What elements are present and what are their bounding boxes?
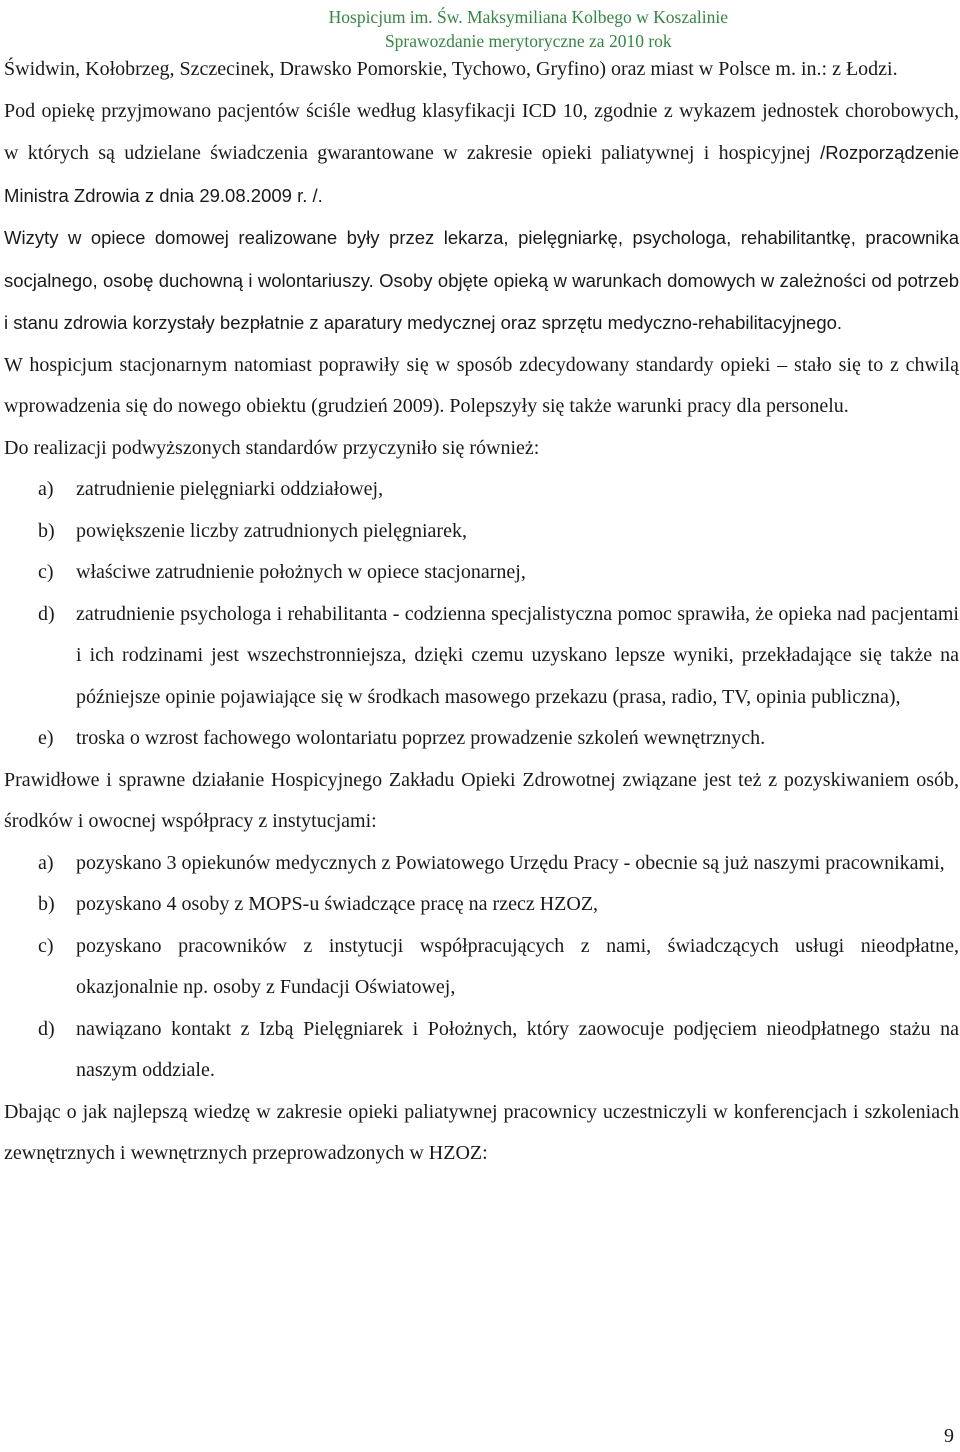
list-marker: d) — [38, 1017, 55, 1040]
paragraph-home-visits — [4, 217, 959, 345]
list-item-text: pozyskano pracowników z instytucji współpracujących z nami, świadczących usługi nieodpłatne, okazjonalnie np. osoby z Fundacji Oświatowej, — [76, 934, 959, 998]
standards-list-item — [4, 552, 959, 594]
standards-list-item — [4, 594, 959, 719]
page-header — [329, 5, 728, 53]
list-item-text: powiększenie liczby zatrudnionych pielęgniarek, — [76, 519, 467, 542]
list-item-text: właściwe zatrudnienie położnych w opiece stacjonarnej, — [76, 561, 526, 583]
paragraph-standards-intro: Do realizacji podwyższonych standardów przyczyniło się również: — [4, 436, 540, 459]
document-body — [4, 49, 959, 1175]
standards-list — [4, 469, 959, 760]
cooperation-list-item — [4, 884, 959, 926]
paragraph-stationary: W hospicjum stacjonarnym natomiast poprawiły się w sposób zdecydowany standardy opieki – stało się to z chwilą wprowadzenia się do nowego obiektu (grudzień 2009). Polepszyły się także warunki pracy dla personelu. — [4, 353, 959, 417]
standards-list-item — [4, 511, 959, 553]
paragraph-icd — [4, 91, 959, 218]
list-marker: c) — [38, 561, 54, 583]
list-marker: a) — [38, 851, 54, 874]
list-marker: e) — [38, 727, 54, 749]
paragraph-icd-text: Pod opiekę przyjmowano pacjentów ściśle według klasyfikacji ICD 10, zgodnie z wykazem jednostek chorobowych, w których są udzielane świadczenia gwarantowane w zakresie opieki paliatywnej i hospicyjnej — [4, 99, 959, 164]
list-marker: b) — [38, 893, 55, 915]
list-marker: a) — [38, 478, 54, 500]
standards-list-item — [4, 469, 959, 511]
header-institution: Hospicjum im. Św. Maksymiliana Kolbego w Koszalinie — [328, 7, 728, 27]
paragraph-home-visits-staff: Wizyty w opiece domowej realizowane były przez lekarza, pielęgniarkę, psychologa, rehabilitantkę, pracownika socjalnego, osobę duchowną i wolontariuszy. — [4, 227, 959, 291]
page-number: 9 — [944, 1425, 954, 1447]
paragraph-icd-regulation: /Rozporządzenie Ministra Zdrowia z dnia 29.08.2009 r. /. — [4, 142, 959, 206]
list-marker: d) — [38, 602, 55, 625]
list-item-text: pozyskano 4 osoby z MOPS-u świadczące pracę na rzecz HZOZ, — [76, 893, 599, 915]
cooperation-list — [4, 843, 959, 1092]
list-item-text: troska o wzrost fachowego wolontariatu poprzez prowadzenie szkoleń wewnętrznych. — [76, 727, 766, 749]
list-item-text: nawiązano kontakt z Izbą Pielęgniarek i Położnych, który zaowocuje podjęciem nieodpłatnego stażu na naszym oddziale. — [76, 1017, 959, 1081]
cooperation-list-item — [4, 843, 959, 885]
list-item-text: zatrudnienie psychologa i rehabilitanta - codzienna specjalistyczna pomoc sprawiła, że opieka nad pacjentami i ich rodzinami jest wszechstronniejsza, dzięki czemu uzyskano lepsze wyniki, przekładające się także na późniejsze opinie pojawiające się w środkach masowego przekazu (prasa, radio, TV, opinia publiczna), — [76, 602, 959, 708]
paragraph-cities: Świdwin, Kołobrzeg, Szczecinek, Drawsko Pomorskie, Tychowo, Gryfino) oraz miast w Polsce m. in.: z Łodzi. — [4, 58, 898, 80]
header-report-title: Sprawozdanie merytoryczne za 2010 rok — [384, 31, 672, 51]
list-marker: c) — [38, 934, 54, 957]
list-marker: b) — [38, 519, 55, 542]
cooperation-list-item — [4, 1009, 959, 1092]
list-item-text: zatrudnienie pielęgniarki oddziałowej, — [76, 478, 384, 500]
cooperation-list-item — [4, 926, 959, 1009]
paragraph-home-visits-equipment: Osoby objęte opieką w warunkach domowych w zależności od potrzeb i stanu zdrowia korzystały bezpłatnie z aparatury medycznej oraz sprzętu medyczno-rehabilitacyjnego. — [4, 269, 959, 333]
paragraph-cooperation-intro: Prawidłowe i sprawne działanie Hospicyjnego Zakładu Opieki Zdrowotnej związane jest też z pozyskiwaniem osób, środków i owocnej współpracy z instytucjami: — [4, 768, 959, 832]
paragraph-training: Dbając o jak najlepszą wiedzę w zakresie opieki paliatywnej pracownicy uczestniczyli w konferencjach i szkoleniach zewnętrznych i wewnętrznych przeprowadzonych w HZOZ: — [4, 1100, 959, 1164]
list-item-text: pozyskano 3 opiekunów medycznych z Powiatowego Urzędu Pracy - obecnie są już naszymi pracownikami, — [76, 851, 945, 874]
standards-list-item — [4, 718, 959, 760]
